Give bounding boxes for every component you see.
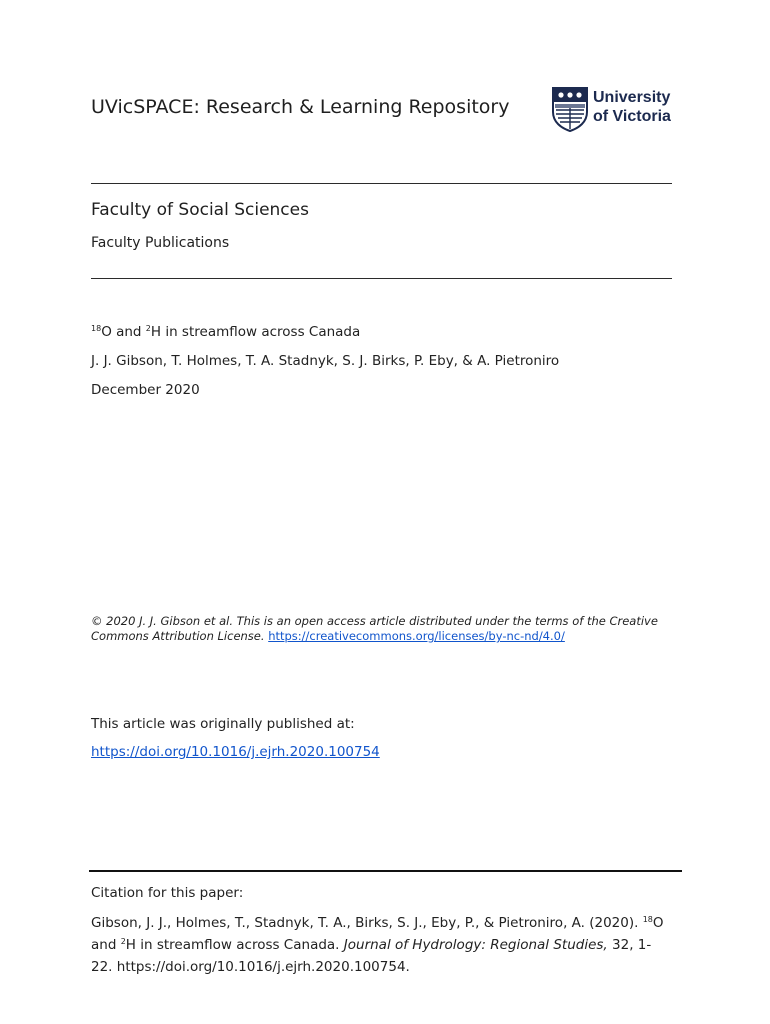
citation-part-4: 32, 1-22. https://doi.org/10.1016/j.ejrh.2020.100754. (91, 937, 652, 975)
license-text: © 2020 J. J. Gibson et al. This is an open access article distributed under the terms of the Creative Commons Attribution License. (91, 614, 658, 643)
logo-line-2: of Victoria (593, 108, 671, 125)
citation-part-2: O and (91, 915, 664, 953)
divider-citation (89, 870, 682, 872)
collection-name: Faculty Publications (91, 235, 230, 251)
repository-title: UVicSPACE: Research & Learning Repository (91, 96, 510, 118)
isotope-sup-oxygen: 18 (91, 324, 102, 333)
citation-sup-oxygen: 18 (642, 915, 653, 924)
logo-line-1: University (593, 89, 671, 106)
university-logo (551, 86, 679, 132)
divider-middle (91, 278, 672, 279)
original-publication-intro: This article was originally published at: (91, 716, 355, 732)
citation-text (91, 913, 671, 977)
citation-part-3: H in streamflow across Canada. (125, 937, 344, 953)
citation-journal: Journal of Hydrology: Regional Studies, (343, 937, 608, 953)
citation-heading: Citation for this paper: (91, 885, 244, 901)
license-notice (91, 614, 691, 644)
university-logo-text (593, 88, 671, 126)
license-link[interactable]: https://creativecommons.org/licenses/by-nc-nd/4.0/ (268, 629, 565, 643)
article-title (91, 324, 360, 340)
divider-top (91, 183, 672, 184)
article-title-part-1: O and (101, 324, 146, 340)
isotope-sup-hydrogen: 2 (145, 324, 151, 333)
article-authors: J. J. Gibson, T. Holmes, T. A. Stadnyk, S. J. Birks, P. Eby, & A. Pietroniro (91, 353, 560, 369)
doi-link[interactable]: https://doi.org/10.1016/j.ejrh.2020.100754 (91, 744, 380, 760)
publication-date: December 2020 (91, 382, 200, 398)
faculty-name: Faculty of Social Sciences (91, 200, 309, 220)
citation-sup-hydrogen: 2 (120, 937, 126, 946)
uvic-crest-icon (551, 86, 589, 132)
article-title-part-2: H in streamflow across Canada (150, 324, 361, 340)
citation-part-1: Gibson, J. J., Holmes, T., Stadnyk, T. A., Birks, S. J., Eby, P., & Pietroniro, A. (2020). (91, 915, 643, 931)
